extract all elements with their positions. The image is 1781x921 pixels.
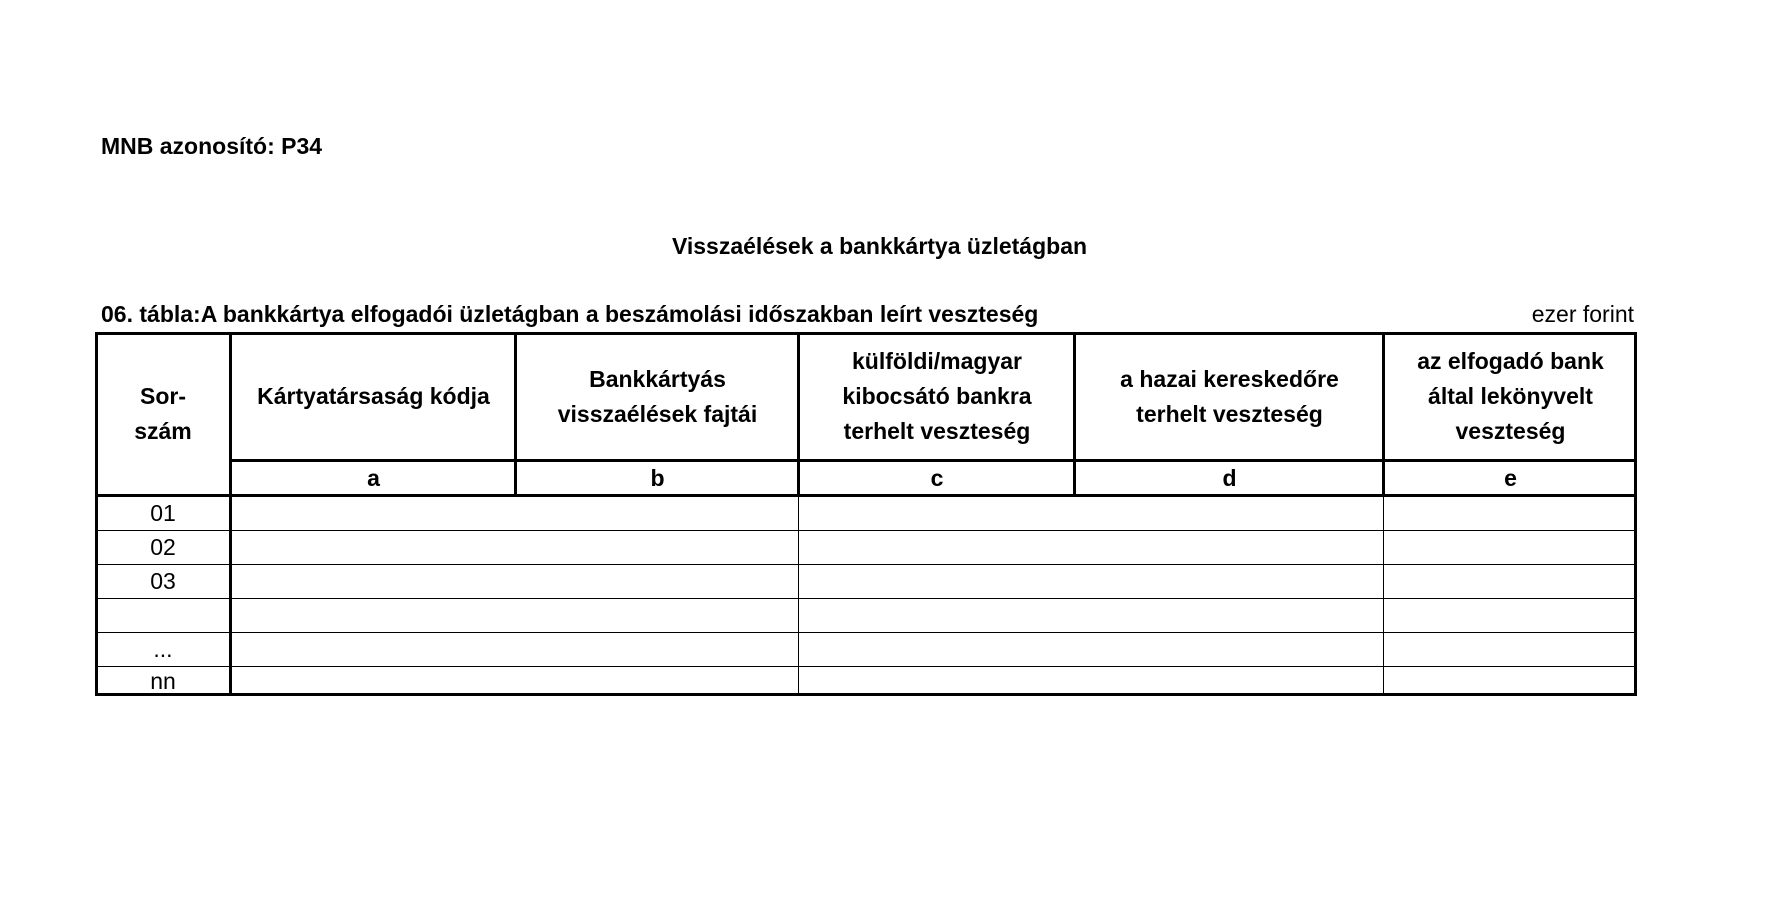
separator-header-body <box>95 494 1637 497</box>
row-number-cell: ... <box>153 635 173 662</box>
table-title: 06. tábla:A bankkártya elfogadói üzletágban a beszámolási időszakban leírt veszteség <box>101 301 1039 327</box>
row-number-cell: 03 <box>150 567 176 594</box>
row-number-cell: nn <box>150 667 176 694</box>
column-header-card-company-code: Kártyatársaság kódja <box>257 383 490 409</box>
column-letter-c: c <box>930 465 944 491</box>
table-border-right <box>1634 332 1637 696</box>
unit-label: ezer forint <box>1531 301 1634 327</box>
row-number-cell: 02 <box>150 533 176 560</box>
row-separator <box>95 632 1637 633</box>
table-border-top <box>95 332 1637 335</box>
row-number-cell: 01 <box>150 499 176 526</box>
row-separator <box>95 530 1637 531</box>
separator-row-number <box>229 332 232 696</box>
separator-header-b-c <box>797 332 800 496</box>
document-title: Visszaélések a bankkártya üzletágban <box>671 233 1088 259</box>
row-separator <box>95 666 1637 667</box>
column-letter-e: e <box>1504 465 1517 491</box>
separator-header-d-e <box>1382 332 1385 496</box>
column-header-row-number: Sor- szám <box>134 383 192 444</box>
loss-table <box>95 332 1637 696</box>
mnb-identifier: MNB azonosító: P34 <box>101 133 323 159</box>
column-letter-b: b <box>650 465 665 491</box>
column-header-issuer-bank-loss: külföldi/magyar kibocsátó bankra terhelt veszteség <box>842 348 1032 444</box>
column-letter-a: a <box>367 465 380 491</box>
column-header-acquirer-bank-loss: az elfogadó bank által lekönyvelt veszteség <box>1417 348 1604 444</box>
row-separator <box>95 598 1637 599</box>
separator-header-c-d <box>1073 332 1076 496</box>
row-number-cell <box>95 598 231 632</box>
column-header-merchant-loss: a hazai kereskedőre terhelt veszteség <box>1120 365 1339 427</box>
column-letter-d: d <box>1222 465 1237 491</box>
separator-header-a-b <box>514 332 517 496</box>
separator-header-letters <box>229 459 1637 462</box>
table-border-left <box>95 332 98 696</box>
row-separator <box>95 564 1637 565</box>
column-header-fraud-types: Bankkártyás visszaélések fajtái <box>557 365 758 427</box>
table-border-bottom <box>95 693 1637 696</box>
